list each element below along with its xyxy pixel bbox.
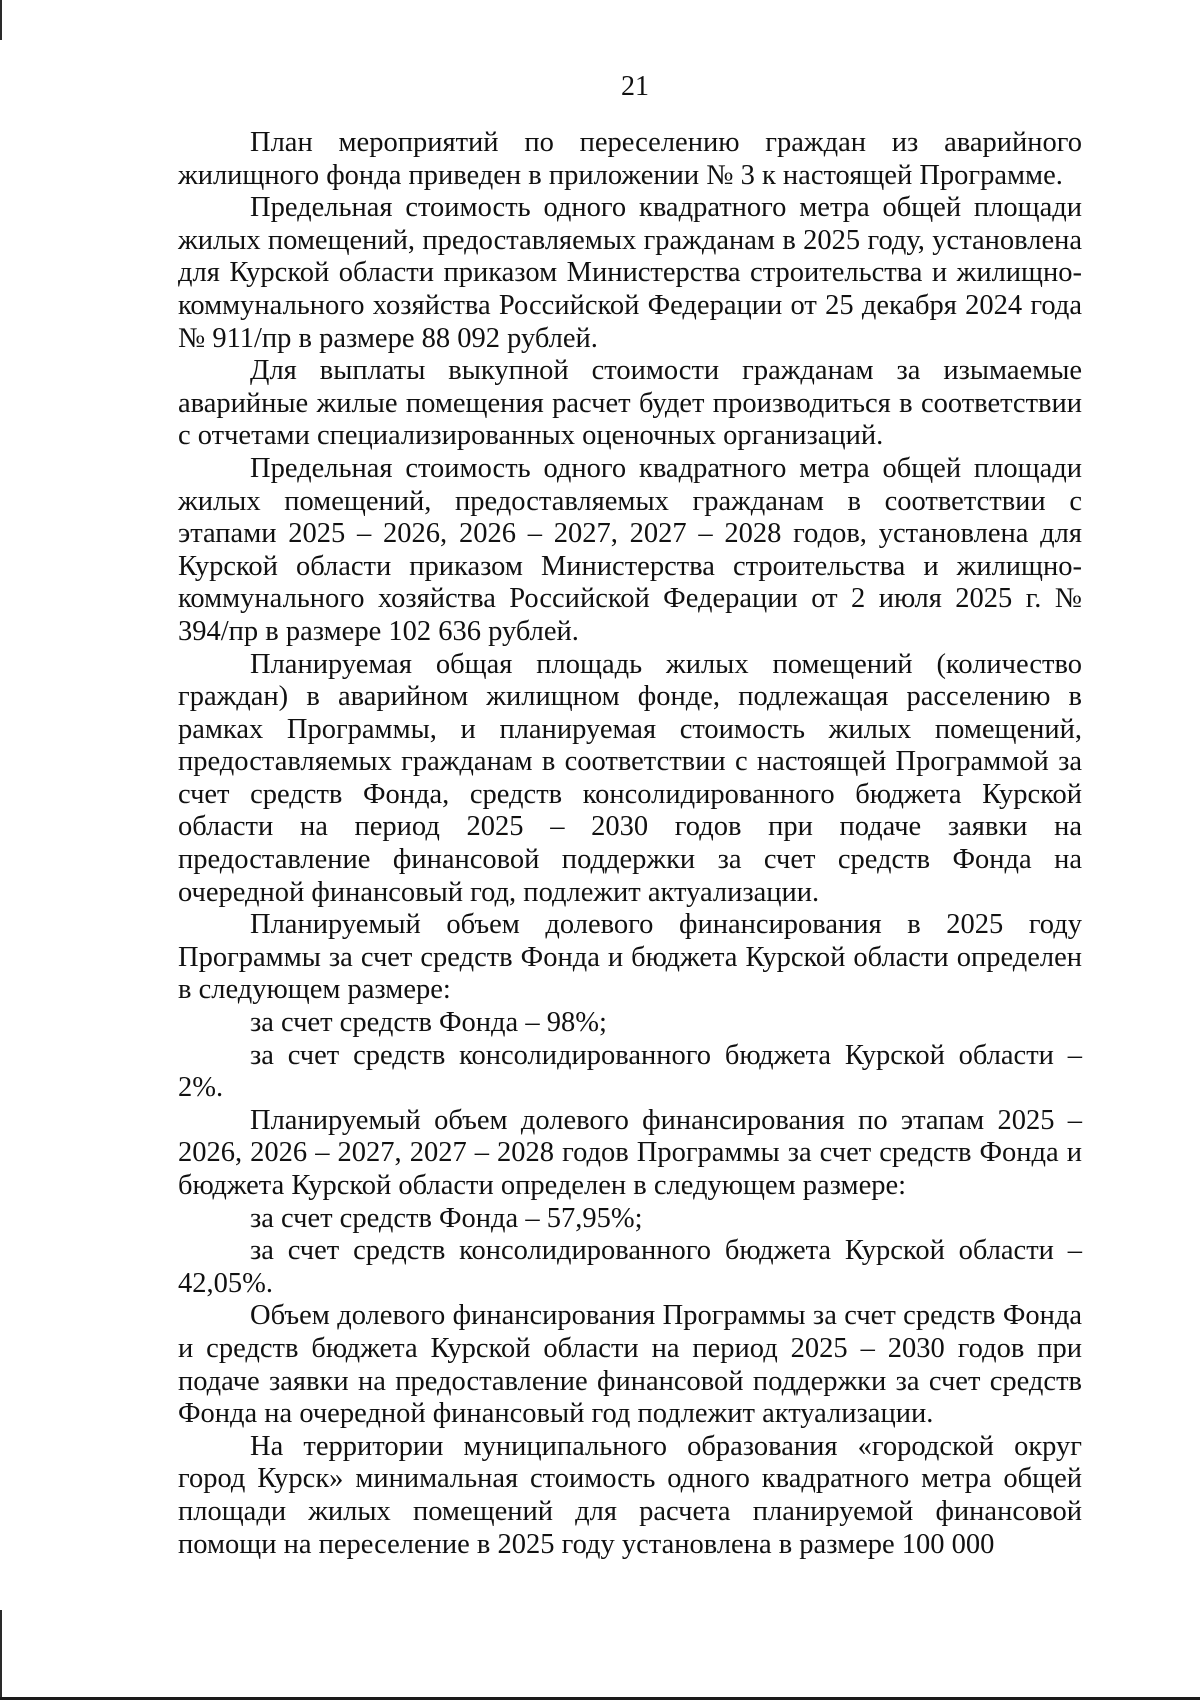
paragraph-share-stages: Планируемый объем долевого финансирования по этапам 2025 – 2026, 2026 – 2027, 2027 – 2028 годов Программы за счет средств Фонда и бюджета Курской области определен в следующем размере:: [178, 1104, 1082, 1201]
paragraph-planned-area: Планируемая общая площадь жилых помещений (количество граждан) в аварийном жилищном фонде, подлежащая расселению в рамках Программы, и планируемая стоимость жилых помещений, предоставляемых гражданам в соответствии с настоящей Программой за счет средств Фонда, средств консолидированного бюджета Курской области на период 2025 – 2030 годов при подаче заявки на предоставление финансовой поддержки за счет средств Фонда на очередной финансовый год, подлежит актуализации.: [178, 648, 1082, 908]
paragraph-buyout: Для выплаты выкупной стоимости гражданам за изымаемые аварийные жилые помещения расчет будет производиться в соответствии с отчетами специализированных оценочных организаций.: [178, 355, 1082, 452]
document-body: [178, 127, 1082, 1561]
scan-edge-mark-top: [0, 0, 2, 40]
paragraph-kursk-min-price: На территории муниципального образования «городской округ город Курск» минимальная стоимость одного квадратного метра общей площади жилых помещений для расчета планируемой финансовой помощи на переселение в 2025 году установлена в размере 100 000: [178, 1430, 1082, 1560]
paragraph-price-stages: Предельная стоимость одного квадратного метра общей площади жилых помещений, предоставляемых гражданам в соответствии с этапами 2025 – 2026, 2026 – 2027, 2027 – 2028 годов, установлена для Курской области приказом Министерства строительства и жилищно-коммунального хозяйства Российской Федерации от 2 июля 2025 г. № 394/пр в размере 102 636 рублей.: [178, 452, 1082, 647]
paragraph-share-2025: Планируемый объем долевого финансирования в 2025 году Программы за счет средств Фонда и бюджета Курской области определен в следующем размере:: [178, 909, 1082, 1006]
list-item-budget-share-stages: за счет средств консолидированного бюджета Курской области – 42,05%.: [178, 1235, 1082, 1299]
list-item-fund-share-stages: за счет средств Фонда – 57,95%;: [250, 1202, 643, 1234]
list-item-budget-share-2025: за счет средств консолидированного бюджета Курской области – 2%.: [178, 1039, 1082, 1104]
list-item-fund-share-2025: за счет средств Фонда – 98%;: [250, 1007, 607, 1039]
page-number: 21: [621, 71, 649, 102]
scan-edge-mark-bottom: [0, 1610, 2, 1700]
paragraph-price-2025: Предельная стоимость одного квадратного метра общей площади жилых помещений, предоставляемых гражданам в 2025 году, установлена для Курской области приказом Министерства строительства и жилищно-коммунального хозяйства Российской Федерации от 25 декабря 2024 года № 911/пр в размере 88 092 рублей.: [178, 192, 1082, 354]
paragraph-share-period: Объем долевого финансирования Программы за счет средств Фонда и средств бюджета Курской области на период 2025 – 2030 годов при подаче заявки на предоставление финансовой поддержки за счет средств Фонда на очередной финансовый год подлежит актуализации.: [178, 1300, 1082, 1430]
paragraph-relocation-plan: План мероприятий по переселению граждан из аварийного жилищного фонда приведен в приложении № 3 к настоящей Программе.: [178, 127, 1082, 191]
